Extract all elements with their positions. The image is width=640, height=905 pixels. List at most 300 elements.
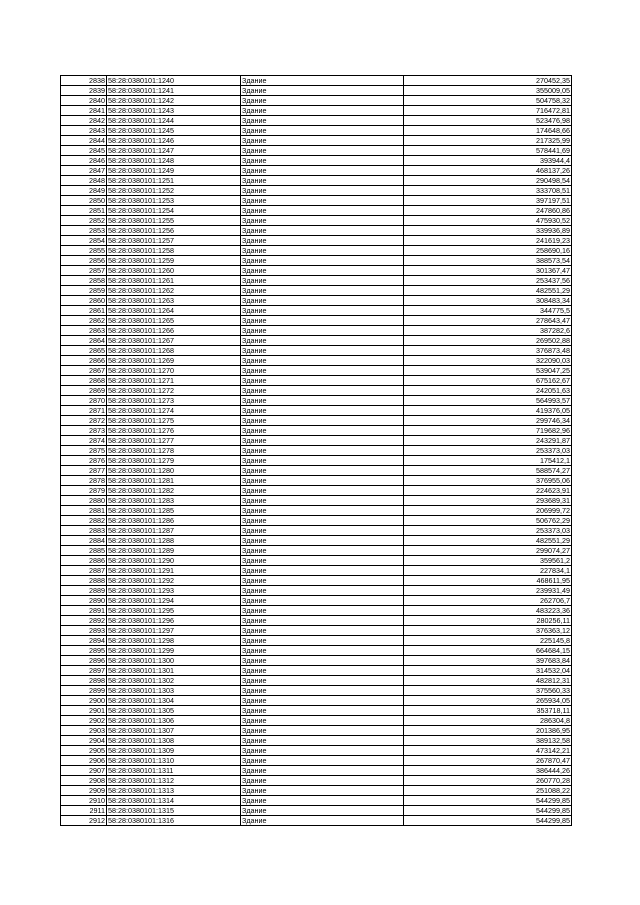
- object-type-cell: Здание: [241, 716, 404, 726]
- table-row: [61, 666, 572, 676]
- row-number-cell: 2875: [61, 446, 107, 456]
- cadastral-value-cell: 243291,87: [404, 436, 572, 446]
- row-number-cell: 2839: [61, 86, 107, 96]
- row-number-cell: 2856: [61, 256, 107, 266]
- cadastral-number-cell: 58:28:0380101:1307: [107, 726, 241, 736]
- table-row: [61, 556, 572, 566]
- row-number-cell: 2891: [61, 606, 107, 616]
- cadastral-number-cell: 58:28:0380101:1293: [107, 586, 241, 596]
- object-type-cell: Здание: [241, 106, 404, 116]
- object-type-cell: Здание: [241, 466, 404, 476]
- row-number-cell: 2910: [61, 796, 107, 806]
- cadastral-number-cell: 58:28:0380101:1267: [107, 336, 241, 346]
- cadastral-number-cell: 58:28:0380101:1302: [107, 676, 241, 686]
- cadastral-number-cell: 58:28:0380101:1268: [107, 346, 241, 356]
- table-row: [61, 226, 572, 236]
- cadastral-number-cell: 58:28:0380101:1269: [107, 356, 241, 366]
- row-number-cell: 2881: [61, 506, 107, 516]
- row-number-cell: 2863: [61, 326, 107, 336]
- cadastral-number-cell: 58:28:0380101:1310: [107, 756, 241, 766]
- object-type-cell: Здание: [241, 646, 404, 656]
- row-number-cell: 2877: [61, 466, 107, 476]
- object-type-cell: Здание: [241, 776, 404, 786]
- table-body: [61, 76, 572, 826]
- object-type-cell: Здание: [241, 366, 404, 376]
- row-number-cell: 2912: [61, 816, 107, 826]
- table-row: [61, 266, 572, 276]
- table-row: [61, 146, 572, 156]
- table-row: [61, 336, 572, 346]
- row-number-cell: 2879: [61, 486, 107, 496]
- table-row: [61, 576, 572, 586]
- cadastral-number-cell: 58:28:0380101:1298: [107, 636, 241, 646]
- object-type-cell: Здание: [241, 236, 404, 246]
- cadastral-number-cell: 58:28:0380101:1240: [107, 76, 241, 86]
- object-type-cell: Здание: [241, 166, 404, 176]
- table-row: [61, 536, 572, 546]
- row-number-cell: 2840: [61, 96, 107, 106]
- cadastral-number-cell: 58:28:0380101:1272: [107, 386, 241, 396]
- row-number-cell: 2849: [61, 186, 107, 196]
- cadastral-value-cell: 267870,47: [404, 756, 572, 766]
- cadastral-number-cell: 58:28:0380101:1246: [107, 136, 241, 146]
- cadastral-value-cell: 314532,04: [404, 666, 572, 676]
- object-type-cell: Здание: [241, 326, 404, 336]
- cadastral-value-cell: 262706,7: [404, 596, 572, 606]
- table-row: [61, 546, 572, 556]
- table-row: [61, 256, 572, 266]
- object-type-cell: Здание: [241, 626, 404, 636]
- row-number-cell: 2872: [61, 416, 107, 426]
- table-row: [61, 816, 572, 826]
- cadastral-value-cell: 265934,05: [404, 696, 572, 706]
- row-number-cell: 2890: [61, 596, 107, 606]
- row-number-cell: 2858: [61, 276, 107, 286]
- cadastral-value-cell: 544299,85: [404, 796, 572, 806]
- object-type-cell: Здание: [241, 126, 404, 136]
- cadastral-value-cell: 359561,2: [404, 556, 572, 566]
- table-row: [61, 326, 572, 336]
- object-type-cell: Здание: [241, 186, 404, 196]
- object-type-cell: Здание: [241, 796, 404, 806]
- row-number-cell: 2843: [61, 126, 107, 136]
- row-number-cell: 2882: [61, 516, 107, 526]
- object-type-cell: Здание: [241, 606, 404, 616]
- table-row: [61, 676, 572, 686]
- object-type-cell: Здание: [241, 76, 404, 86]
- cadastral-value-cell: 386444,26: [404, 766, 572, 776]
- cadastral-value-cell: 322090,03: [404, 356, 572, 366]
- cadastral-value-cell: 286304,8: [404, 716, 572, 726]
- cadastral-number-cell: 58:28:0380101:1291: [107, 566, 241, 576]
- cadastral-value-cell: 564993,57: [404, 396, 572, 406]
- object-type-cell: Здание: [241, 566, 404, 576]
- object-type-cell: Здание: [241, 766, 404, 776]
- row-number-cell: 2901: [61, 706, 107, 716]
- cadastral-value-cell: 716472,81: [404, 106, 572, 116]
- table-row: [61, 606, 572, 616]
- object-type-cell: Здание: [241, 266, 404, 276]
- row-number-cell: 2862: [61, 316, 107, 326]
- row-number-cell: 2907: [61, 766, 107, 776]
- cadastral-number-cell: 58:28:0380101:1289: [107, 546, 241, 556]
- cadastral-value-cell: 239931,49: [404, 586, 572, 596]
- table-row: [61, 716, 572, 726]
- cadastral-number-cell: 58:28:0380101:1276: [107, 426, 241, 436]
- table-row: [61, 806, 572, 816]
- row-number-cell: 2873: [61, 426, 107, 436]
- cadastral-number-cell: 58:28:0380101:1308: [107, 736, 241, 746]
- row-number-cell: 2857: [61, 266, 107, 276]
- object-type-cell: Здание: [241, 226, 404, 236]
- table-row: [61, 736, 572, 746]
- table-row: [61, 76, 572, 86]
- row-number-cell: 2906: [61, 756, 107, 766]
- object-type-cell: Здание: [241, 416, 404, 426]
- cadastral-value-cell: 376955,06: [404, 476, 572, 486]
- cadastral-number-cell: 58:28:0380101:1264: [107, 306, 241, 316]
- object-type-cell: Здание: [241, 276, 404, 286]
- cadastral-value-cell: 333708,51: [404, 186, 572, 196]
- row-number-cell: 2871: [61, 406, 107, 416]
- cadastral-number-cell: 58:28:0380101:1316: [107, 816, 241, 826]
- object-type-cell: Здание: [241, 156, 404, 166]
- cadastral-number-cell: 58:28:0380101:1305: [107, 706, 241, 716]
- cadastral-value-cell: 308483,34: [404, 296, 572, 306]
- row-number-cell: 2860: [61, 296, 107, 306]
- cadastral-value-cell: 544299,85: [404, 816, 572, 826]
- cadastral-number-cell: 58:28:0380101:1279: [107, 456, 241, 466]
- row-number-cell: 2911: [61, 806, 107, 816]
- row-number-cell: 2861: [61, 306, 107, 316]
- row-number-cell: 2909: [61, 786, 107, 796]
- cadastral-number-cell: 58:28:0380101:1285: [107, 506, 241, 516]
- cadastral-number-cell: 58:28:0380101:1283: [107, 496, 241, 506]
- object-type-cell: Здание: [241, 456, 404, 466]
- row-number-cell: 2846: [61, 156, 107, 166]
- cadastral-value-cell: 174648,66: [404, 126, 572, 136]
- table-row: [61, 416, 572, 426]
- cadastral-number-cell: 58:28:0380101:1287: [107, 526, 241, 536]
- row-number-cell: 2865: [61, 346, 107, 356]
- row-number-cell: 2903: [61, 726, 107, 736]
- object-type-cell: Здание: [241, 176, 404, 186]
- cadastral-number-cell: 58:28:0380101:1270: [107, 366, 241, 376]
- cadastral-value-cell: 225145,8: [404, 636, 572, 646]
- cadastral-value-cell: 393944,4: [404, 156, 572, 166]
- row-number-cell: 2898: [61, 676, 107, 686]
- cadastral-number-cell: 58:28:0380101:1299: [107, 646, 241, 656]
- cadastral-number-cell: 58:28:0380101:1306: [107, 716, 241, 726]
- cadastral-number-cell: 58:28:0380101:1254: [107, 206, 241, 216]
- object-type-cell: Здание: [241, 446, 404, 456]
- cadastral-value-cell: 293689,31: [404, 496, 572, 506]
- table-row: [61, 596, 572, 606]
- cadastral-value-cell: 301367,47: [404, 266, 572, 276]
- object-type-cell: Здание: [241, 806, 404, 816]
- row-number-cell: 2869: [61, 386, 107, 396]
- object-type-cell: Здание: [241, 356, 404, 366]
- row-number-cell: 2859: [61, 286, 107, 296]
- object-type-cell: Здание: [241, 246, 404, 256]
- object-type-cell: Здание: [241, 656, 404, 666]
- cadastral-number-cell: 58:28:0380101:1292: [107, 576, 241, 586]
- row-number-cell: 2851: [61, 206, 107, 216]
- object-type-cell: Здание: [241, 346, 404, 356]
- table-row: [61, 116, 572, 126]
- object-type-cell: Здание: [241, 786, 404, 796]
- cadastral-number-cell: 58:28:0380101:1300: [107, 656, 241, 666]
- row-number-cell: 2847: [61, 166, 107, 176]
- row-number-cell: 2854: [61, 236, 107, 246]
- cadastral-value-cell: 224623,91: [404, 486, 572, 496]
- table-row: [61, 96, 572, 106]
- cadastral-value-cell: 280256,11: [404, 616, 572, 626]
- cadastral-number-cell: 58:28:0380101:1258: [107, 246, 241, 256]
- object-type-cell: Здание: [241, 396, 404, 406]
- row-number-cell: 2876: [61, 456, 107, 466]
- cadastral-number-cell: 58:28:0380101:1297: [107, 626, 241, 636]
- table-row: [61, 766, 572, 776]
- table-row: [61, 706, 572, 716]
- cadastral-number-cell: 58:28:0380101:1274: [107, 406, 241, 416]
- object-type-cell: Здание: [241, 586, 404, 596]
- cadastral-value-cell: 389132,58: [404, 736, 572, 746]
- row-number-cell: 2855: [61, 246, 107, 256]
- object-type-cell: Здание: [241, 706, 404, 716]
- row-number-cell: 2888: [61, 576, 107, 586]
- cadastral-number-cell: 58:28:0380101:1256: [107, 226, 241, 236]
- object-type-cell: Здание: [241, 746, 404, 756]
- row-number-cell: 2905: [61, 746, 107, 756]
- table-row: [61, 686, 572, 696]
- table-row: [61, 566, 572, 576]
- cadastral-value-cell: 482812,31: [404, 676, 572, 686]
- cadastral-number-cell: 58:28:0380101:1244: [107, 116, 241, 126]
- object-type-cell: Здание: [241, 206, 404, 216]
- table-row: [61, 396, 572, 406]
- object-type-cell: Здание: [241, 386, 404, 396]
- cadastral-number-cell: 58:28:0380101:1265: [107, 316, 241, 326]
- row-number-cell: 2894: [61, 636, 107, 646]
- object-type-cell: Здание: [241, 136, 404, 146]
- row-number-cell: 2887: [61, 566, 107, 576]
- cadastral-value-cell: 482551,29: [404, 536, 572, 546]
- table-row: [61, 426, 572, 436]
- cadastral-value-cell: 506762,29: [404, 516, 572, 526]
- row-number-cell: 2868: [61, 376, 107, 386]
- object-type-cell: Здание: [241, 506, 404, 516]
- row-number-cell: 2844: [61, 136, 107, 146]
- cadastral-number-cell: 58:28:0380101:1259: [107, 256, 241, 266]
- cadastral-value-cell: 290498,54: [404, 176, 572, 186]
- table-row: [61, 656, 572, 666]
- cadastral-value-cell: 253437,56: [404, 276, 572, 286]
- object-type-cell: Здание: [241, 196, 404, 206]
- row-number-cell: 2908: [61, 776, 107, 786]
- object-type-cell: Здание: [241, 496, 404, 506]
- cadastral-value-cell: 339936,89: [404, 226, 572, 236]
- cadastral-value-cell: 269502,88: [404, 336, 572, 346]
- cadastral-number-cell: 58:28:0380101:1271: [107, 376, 241, 386]
- cadastral-number-cell: 58:28:0380101:1261: [107, 276, 241, 286]
- row-number-cell: 2848: [61, 176, 107, 186]
- row-number-cell: 2902: [61, 716, 107, 726]
- object-type-cell: Здание: [241, 516, 404, 526]
- cadastral-number-cell: 58:28:0380101:1266: [107, 326, 241, 336]
- table-row: [61, 166, 572, 176]
- cadastral-number-cell: 58:28:0380101:1248: [107, 156, 241, 166]
- cadastral-number-cell: 58:28:0380101:1296: [107, 616, 241, 626]
- row-number-cell: 2883: [61, 526, 107, 536]
- object-type-cell: Здание: [241, 426, 404, 436]
- object-type-cell: Здание: [241, 376, 404, 386]
- cadastral-number-cell: 58:28:0380101:1277: [107, 436, 241, 446]
- object-type-cell: Здание: [241, 436, 404, 446]
- cadastral-number-cell: 58:28:0380101:1282: [107, 486, 241, 496]
- cadastral-number-cell: 58:28:0380101:1309: [107, 746, 241, 756]
- cadastral-number-cell: 58:28:0380101:1242: [107, 96, 241, 106]
- row-number-cell: 2892: [61, 616, 107, 626]
- table-row: [61, 516, 572, 526]
- table-row: [61, 316, 572, 326]
- cadastral-value-cell: 353718,11: [404, 706, 572, 716]
- cadastral-number-cell: 58:28:0380101:1257: [107, 236, 241, 246]
- row-number-cell: 2870: [61, 396, 107, 406]
- object-type-cell: Здание: [241, 256, 404, 266]
- table-row: [61, 176, 572, 186]
- cadastral-value-cell: 719682,96: [404, 426, 572, 436]
- table-row: [61, 496, 572, 506]
- cadastral-number-cell: 58:28:0380101:1278: [107, 446, 241, 456]
- cadastral-value-cell: 388573,54: [404, 256, 572, 266]
- cadastral-number-cell: 58:28:0380101:1301: [107, 666, 241, 676]
- row-number-cell: 2852: [61, 216, 107, 226]
- table-row: [61, 476, 572, 486]
- row-number-cell: 2880: [61, 496, 107, 506]
- table-row: [61, 616, 572, 626]
- object-type-cell: Здание: [241, 696, 404, 706]
- object-type-cell: Здание: [241, 306, 404, 316]
- cadastral-number-cell: 58:28:0380101:1247: [107, 146, 241, 156]
- row-number-cell: 2838: [61, 76, 107, 86]
- cadastral-value-cell: 355009,05: [404, 86, 572, 96]
- object-type-cell: Здание: [241, 736, 404, 746]
- cadastral-value-cell: 217325,99: [404, 136, 572, 146]
- table-row: [61, 446, 572, 456]
- cadastral-value-table: [60, 75, 572, 826]
- cadastral-number-cell: 58:28:0380101:1294: [107, 596, 241, 606]
- cadastral-number-cell: 58:28:0380101:1280: [107, 466, 241, 476]
- cadastral-value-cell: 251088,22: [404, 786, 572, 796]
- cadastral-value-cell: 397683,84: [404, 656, 572, 666]
- table-row: [61, 216, 572, 226]
- table-row: [61, 126, 572, 136]
- cadastral-number-cell: 58:28:0380101:1286: [107, 516, 241, 526]
- cadastral-number-cell: 58:28:0380101:1263: [107, 296, 241, 306]
- cadastral-value-cell: 206999,72: [404, 506, 572, 516]
- row-number-cell: 2841: [61, 106, 107, 116]
- row-number-cell: 2842: [61, 116, 107, 126]
- table-row: [61, 206, 572, 216]
- row-number-cell: 2904: [61, 736, 107, 746]
- table-row: [61, 486, 572, 496]
- table-row: [61, 466, 572, 476]
- row-number-cell: 2896: [61, 656, 107, 666]
- cadastral-value-cell: 247860,86: [404, 206, 572, 216]
- table-row: [61, 156, 572, 166]
- row-number-cell: 2884: [61, 536, 107, 546]
- table-row: [61, 306, 572, 316]
- table-row: [61, 746, 572, 756]
- row-number-cell: 2878: [61, 476, 107, 486]
- cadastral-number-cell: 58:28:0380101:1313: [107, 786, 241, 796]
- row-number-cell: 2895: [61, 646, 107, 656]
- cadastral-value-cell: 419376,05: [404, 406, 572, 416]
- table-row: [61, 646, 572, 656]
- cadastral-value-cell: 241619,23: [404, 236, 572, 246]
- row-number-cell: 2864: [61, 336, 107, 346]
- cadastral-number-cell: 58:28:0380101:1262: [107, 286, 241, 296]
- cadastral-number-cell: 58:28:0380101:1249: [107, 166, 241, 176]
- table-row: [61, 456, 572, 466]
- object-type-cell: Здание: [241, 316, 404, 326]
- cadastral-number-cell: 58:28:0380101:1304: [107, 696, 241, 706]
- table-row: [61, 86, 572, 96]
- cadastral-value-cell: 475930,52: [404, 216, 572, 226]
- object-type-cell: Здание: [241, 686, 404, 696]
- object-type-cell: Здание: [241, 816, 404, 826]
- object-type-cell: Здание: [241, 666, 404, 676]
- row-number-cell: 2893: [61, 626, 107, 636]
- cadastral-value-cell: 299746,34: [404, 416, 572, 426]
- object-type-cell: Здание: [241, 146, 404, 156]
- object-type-cell: Здание: [241, 476, 404, 486]
- row-number-cell: 2899: [61, 686, 107, 696]
- cadastral-value-cell: 242051,63: [404, 386, 572, 396]
- row-number-cell: 2853: [61, 226, 107, 236]
- table-row: [61, 106, 572, 116]
- cadastral-number-cell: 58:28:0380101:1303: [107, 686, 241, 696]
- cadastral-value-cell: 483223,36: [404, 606, 572, 616]
- cadastral-number-cell: 58:28:0380101:1255: [107, 216, 241, 226]
- object-type-cell: Здание: [241, 616, 404, 626]
- cadastral-number-cell: 58:28:0380101:1273: [107, 396, 241, 406]
- table-row: [61, 756, 572, 766]
- cadastral-value-cell: 375560,33: [404, 686, 572, 696]
- table-row: [61, 626, 572, 636]
- cadastral-number-cell: 58:28:0380101:1315: [107, 806, 241, 816]
- row-number-cell: 2900: [61, 696, 107, 706]
- cadastral-value-cell: 278643,47: [404, 316, 572, 326]
- table-row: [61, 786, 572, 796]
- cadastral-value-cell: 588574,27: [404, 466, 572, 476]
- cadastral-value-cell: 468137,26: [404, 166, 572, 176]
- object-type-cell: Здание: [241, 286, 404, 296]
- cadastral-value-cell: 299074,27: [404, 546, 572, 556]
- row-number-cell: 2886: [61, 556, 107, 566]
- table-row: [61, 346, 572, 356]
- cadastral-value-cell: 387282,6: [404, 326, 572, 336]
- cadastral-value-cell: 482551,29: [404, 286, 572, 296]
- object-type-cell: Здание: [241, 336, 404, 346]
- object-type-cell: Здание: [241, 86, 404, 96]
- cadastral-value-cell: 258690,16: [404, 246, 572, 256]
- table-row: [61, 296, 572, 306]
- table-row: [61, 726, 572, 736]
- cadastral-value-cell: 344775,5: [404, 306, 572, 316]
- table-row: [61, 636, 572, 646]
